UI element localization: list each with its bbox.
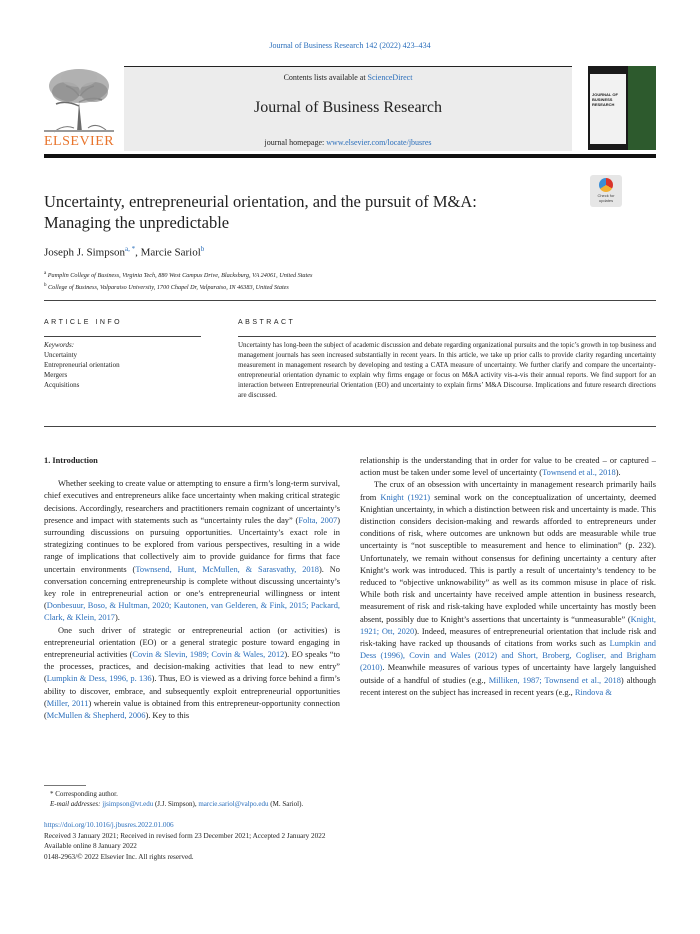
citation-link[interactable]: Townsend et al., 2018: [542, 468, 616, 478]
paragraph-text: ). Thus, EO is viewed as a driving force behind a firm’s ability to discover, embrace, and subsequently exploit entrepreneurial opportunities (: [44, 674, 340, 708]
paragraph-text: One such driver of strategic or entrepreneurial action (or activities) is entrepreneurial orientation (EO) or a general strategic posture toward engaging in entrepreneurial activities (: [44, 625, 340, 660]
divider-bottom: [44, 426, 656, 427]
citation-link[interactable]: Knight (1921): [380, 492, 431, 502]
doi-link[interactable]: https://doi.org/10.1016/j.jbusres.2022.01.006: [44, 821, 174, 829]
citation-link[interactable]: McMullen & Shepherd, 2006: [46, 711, 146, 721]
affiliation-b-text: College of Business, Valparaiso University, 1700 Chapel Dr, Valparaiso, IN 46383, United States: [48, 283, 289, 291]
citation-link[interactable]: Rindova &: [574, 687, 612, 697]
paragraph: [44, 478, 340, 624]
affiliation-a-mark: a: [44, 271, 47, 276]
keyword-item: Acquisitions: [44, 381, 80, 389]
article-info-rule: [44, 336, 201, 337]
citation-link[interactable]: Miller, 2011: [46, 698, 89, 708]
paragraph-text: ). No conversation concerning entrepreneurship is complete without discussing uncertainty’s key role in entrepreneurial action or one’s entrepreneurial willingness or intent (: [44, 564, 340, 611]
footnotes: [50, 789, 303, 809]
paragraph-text: ) surrounding discussions on pursuing opportunities. Uncertainty’s exact role in strategizing continues to be explored from various perspectives, resulting in a wide range of implications that collectively aim to provide guidance for firms that face uncertain environments (: [44, 515, 340, 574]
article-info-heading: ARTICLE INFO: [44, 319, 123, 326]
cover-title: JOURNAL OF BUSINESS RESEARCH: [592, 92, 618, 107]
homepage-link[interactable]: www.elsevier.com/locate/jbusres: [326, 138, 432, 147]
article-title-line-2: Managing the unpredictable: [44, 213, 230, 232]
journal-title: Journal of Business Research: [254, 99, 442, 116]
check-updates-icon: [599, 178, 613, 192]
email-link-1[interactable]: jjsimpson@vt.edu: [102, 800, 154, 808]
elsevier-logo: [44, 66, 114, 150]
keyword-item: Uncertainty: [44, 351, 78, 359]
sciencedirect-link[interactable]: ScienceDirect: [367, 73, 413, 82]
keyword-item: Entrepreneurial orientation: [44, 361, 120, 369]
elsevier-tree-icon: [44, 66, 114, 134]
corresponding-author-note: * Corresponding author.: [50, 790, 118, 798]
homepage-prefix: journal homepage:: [264, 138, 327, 147]
paragraph-text: ). EO speaks “to the processes, practices, and decision-making activities that lead to new entry” (: [44, 650, 340, 684]
email-link-2[interactable]: marcie.sariol@valpo.edu: [198, 800, 269, 808]
paragraph-text: The crux of an obsession with uncertainty in management research primarily hails from: [360, 480, 656, 502]
email-addresses: [50, 799, 303, 809]
paragraph-text: ). Key to this: [145, 711, 190, 721]
body-left-column: [44, 455, 340, 722]
check-for-updates-badge[interactable]: [590, 175, 622, 207]
paragraph-text: ).: [615, 468, 621, 478]
citation-link[interactable]: Lumpkin & Dess, 1996, p. 136: [46, 674, 152, 684]
check-updates-label: Check for updates: [597, 193, 615, 203]
paragraph-text: ).: [114, 613, 120, 623]
affiliation-a: [44, 269, 312, 281]
online-date: Available online 8 January 2022: [44, 842, 137, 850]
contents-line: [124, 73, 572, 82]
divider-top: [44, 300, 656, 301]
journal-cover-image: [588, 66, 656, 150]
citation-link[interactable]: Knight, 1921; Ott, 2020: [360, 614, 656, 636]
cover-strip: [628, 66, 656, 150]
citation-link[interactable]: Lumpkin and Dess (1996), Covin and Wales (2012) and Short, Broberg, Cogliser, and Brigham (2010): [360, 639, 656, 673]
paragraph-text: seminal work on the conceptualization of uncertainty, deemed Knightian uncertainty, in which a distinction between risk and uncertainty is made. This distinction considers decision-making and rewards afforded to entrepreneurs under conditions of risk, where outcomes are unknown but odds are measurable while true uncertainty is “not susceptible to measurement and hence to elimination” (p. 232). Unfortunately, we remain without consensus for defining uncertainty a century after Knight’s work was introduced. This is partly a result of uncertainty’s tendency to be reduced to “objective unknowability” as well as its common misuse in place of risk. While both risk and uncertainty have received ample attention in business research, measurement of risk and risk-taking have exploded while uncertainty has mostly been absent, possibly due to Knight’s assertions that uncertainty is “unmeasurable” (: [360, 492, 657, 624]
affiliation-b: [44, 281, 312, 293]
affiliation-a-text: Pamplin College of Business, Virginia Tech, 880 West Campus Drive, Blacksburg, VA 24061, United States: [47, 272, 313, 280]
body-right-column: [360, 455, 656, 699]
citation-link[interactable]: Folta, 2007: [298, 515, 338, 525]
author-1-affiliation-mark[interactable]: a, *: [125, 245, 136, 253]
journal-header: [44, 66, 656, 150]
article-title: [44, 191, 574, 233]
contents-prefix: Contents lists available at: [283, 73, 368, 82]
paragraph-text: ) wherein value is obtained from this entrepreneur-opportunity connection (: [44, 698, 340, 721]
abstract-heading: ABSTRACT: [238, 319, 296, 326]
paragraph: [360, 479, 656, 699]
author-separator: ,: [135, 246, 141, 259]
paragraph-text: ). Indeed, measures of entrepreneurial orientation that include risk and risk-taking have racked up thousands of citations from works such as: [360, 626, 657, 649]
email-owner-2: (M. Sariol).: [268, 800, 304, 808]
citation-link[interactable]: Donbesuur, Boso, & Hultman, 2020; Kautonen, van Gelderen, & Fink, 2015; Packard, Clark, & Klein, 2017: [44, 601, 340, 623]
elsevier-wordmark: ELSEVIER: [44, 134, 115, 149]
journal-header-box: [124, 66, 572, 151]
received-dates: Received 3 January 2021; Received in revised form 23 December 2021; Accepted 2 January 2022: [44, 831, 326, 840]
paragraph: [44, 625, 340, 723]
author-list: [44, 245, 204, 259]
introduction-heading: 1. Introduction: [44, 456, 98, 465]
article-title-line-1: Uncertainty, entrepreneurial orientation, and the pursuit of M&A:: [44, 192, 477, 211]
keywords-list: [44, 350, 201, 390]
footnote-rule: [44, 785, 86, 786]
article-metadata: [44, 820, 325, 862]
abstract-rule: [238, 336, 656, 337]
paragraph-text: relationship is the understanding that in order for value to be created – or captured – action must be taken under some level of uncertainty (: [360, 456, 656, 478]
keywords-label: Keywords:: [44, 341, 75, 349]
paragraph-text: Whether seeking to create value or attempting to ensure a firm’s long-term survival, chief executives and entrepreneurs alike face uncertainty when making critical strategic decisions. Accordingly, researchers and practitioners remain cognizant of uncertainty’s presence and impact with statements such as “uncertainty rules the day” (: [44, 479, 340, 525]
paragraph-text: . Meanwhile measures of various types of uncertainty have largely languished outside of a handful of studies (e.g.,: [360, 663, 656, 685]
abstract-text: Uncertainty has long-been the subject of academic discussion and debate regarding organizational pursuits and the topic’s growth in top business and management journals has seen increased substantially in recent years. In this article, we take up prior calls to provide clarity regarding uncertainty measurement in management research by developing and testing a CATA measure of uncertainty. We further clarify and compare the uncertainty-entrepreneurial orientation dynamic to explain why firms engage or focus on M&A activity vis-a-vis their annual reports. We find support for an interaction between Entrepreneurial Orientation (EO) and uncertainty to explain firms’ M&A Discourse. Implications and future research directions are discussed.: [238, 341, 656, 400]
citation-link[interactable]: Covin & Slevin, 1989; Covin & Wales, 2012: [132, 650, 285, 660]
citation-link[interactable]: Milliken, 1987; Townsend et al., 2018: [488, 675, 621, 685]
paragraph: [360, 455, 656, 479]
author-1: Joseph J. Simpson: [44, 246, 125, 259]
header-rule: [44, 154, 656, 158]
homepage-line: [124, 138, 572, 147]
affiliations: [44, 269, 312, 292]
email-label: E-mail addresses:: [50, 800, 103, 808]
author-2-affiliation-mark[interactable]: b: [200, 245, 205, 253]
author-2: Marcie Sariol: [140, 246, 201, 259]
email-owner-1: (J.J. Simpson),: [153, 800, 199, 808]
journal-citation[interactable]: Journal of Business Research 142 (2022) 423–434: [269, 41, 431, 50]
affiliation-b-mark: b: [44, 282, 47, 288]
cover-panel: [590, 74, 626, 144]
citation-link[interactable]: Townsend, Hunt, McMullen, & Sarasvathy, 2018: [135, 564, 319, 574]
paragraph-text: ) although recent interest on the subject has increased in recent years (e.g.,: [360, 675, 656, 697]
keyword-item: Mergers: [44, 371, 68, 379]
copyright: 0148-2963/© 2022 Elsevier Inc. All rights reserved.: [44, 852, 194, 861]
